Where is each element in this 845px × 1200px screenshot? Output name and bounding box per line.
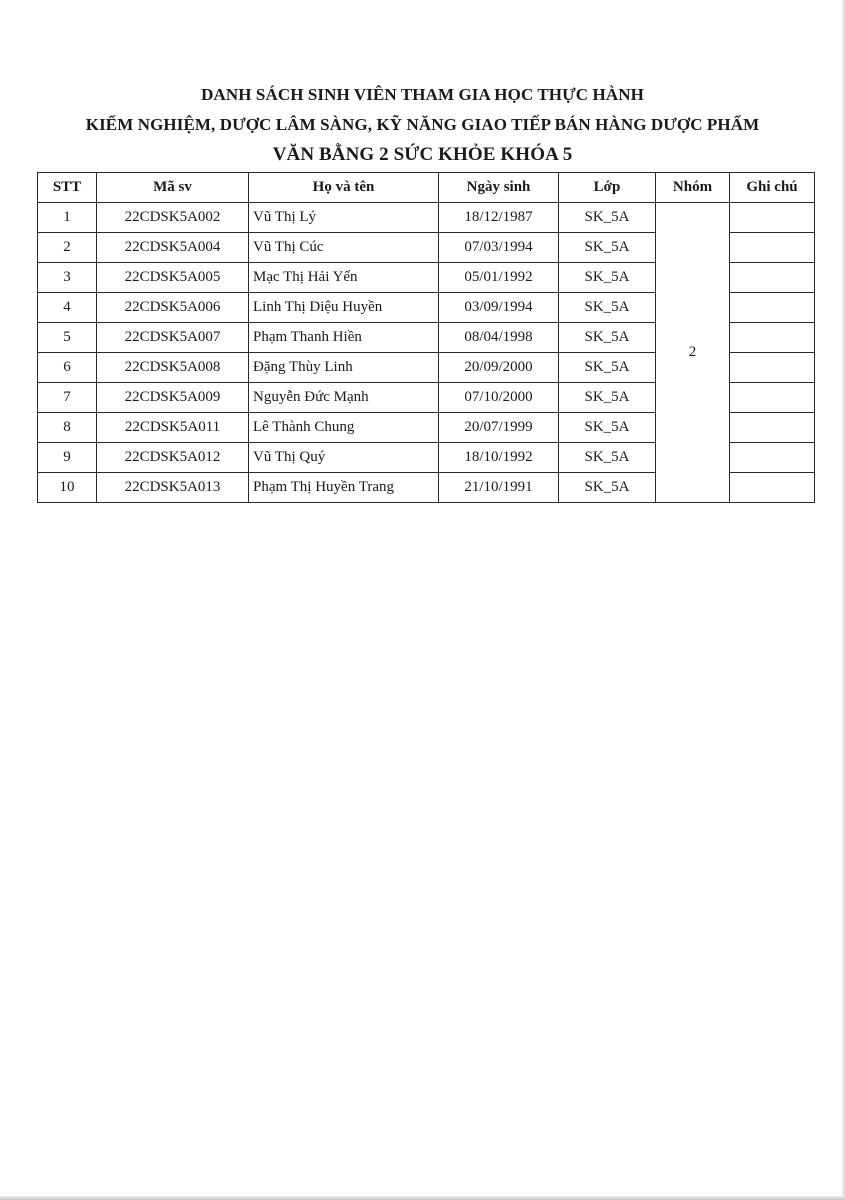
cell-student-id: 22CDSK5A005 bbox=[97, 263, 249, 293]
cell-note bbox=[730, 443, 815, 473]
cell-note bbox=[730, 263, 815, 293]
cell-note bbox=[730, 473, 815, 503]
cell-note bbox=[730, 203, 815, 233]
cell-stt: 8 bbox=[38, 413, 97, 443]
header-full-name: Họ và tên bbox=[249, 173, 439, 203]
cell-birth-date: 08/04/1998 bbox=[439, 323, 559, 353]
cell-class: SK_5A bbox=[559, 383, 656, 413]
cell-note bbox=[730, 293, 815, 323]
cell-class: SK_5A bbox=[559, 263, 656, 293]
cell-birth-date: 07/03/1994 bbox=[439, 233, 559, 263]
cell-birth-date: 18/12/1987 bbox=[439, 203, 559, 233]
cell-stt: 5 bbox=[38, 323, 97, 353]
cell-note bbox=[730, 413, 815, 443]
header-note: Ghi chú bbox=[730, 173, 815, 203]
page-bottom-shadow bbox=[0, 1196, 845, 1200]
cell-stt: 10 bbox=[38, 473, 97, 503]
cell-full-name: Nguyễn Đức Mạnh bbox=[249, 383, 439, 413]
cell-student-id: 22CDSK5A007 bbox=[97, 323, 249, 353]
table-row bbox=[38, 203, 815, 233]
cell-student-id: 22CDSK5A009 bbox=[97, 383, 249, 413]
cell-student-id: 22CDSK5A013 bbox=[97, 473, 249, 503]
cell-stt: 6 bbox=[38, 353, 97, 383]
cell-birth-date: 20/09/2000 bbox=[439, 353, 559, 383]
cell-student-id: 22CDSK5A004 bbox=[97, 233, 249, 263]
cell-stt: 7 bbox=[38, 383, 97, 413]
cell-birth-date: 07/10/2000 bbox=[439, 383, 559, 413]
cell-full-name: Vũ Thị Cúc bbox=[249, 233, 439, 263]
cell-class: SK_5A bbox=[559, 293, 656, 323]
cell-full-name: Linh Thị Diệu Huyền bbox=[249, 293, 439, 323]
cell-full-name: Vũ Thị Quý bbox=[249, 443, 439, 473]
cell-class: SK_5A bbox=[559, 323, 656, 353]
header-group: Nhóm bbox=[656, 173, 730, 203]
cell-note bbox=[730, 383, 815, 413]
cell-full-name: Phạm Thị Huyền Trang bbox=[249, 473, 439, 503]
cell-stt: 1 bbox=[38, 203, 97, 233]
cell-class: SK_5A bbox=[559, 203, 656, 233]
cell-full-name: Lê Thành Chung bbox=[249, 413, 439, 443]
cell-birth-date: 05/01/1992 bbox=[439, 263, 559, 293]
student-table bbox=[37, 172, 815, 503]
header-birth-date: Ngày sinh bbox=[439, 173, 559, 203]
cell-stt: 2 bbox=[38, 233, 97, 263]
cell-student-id: 22CDSK5A012 bbox=[97, 443, 249, 473]
cell-student-id: 22CDSK5A006 bbox=[97, 293, 249, 323]
cell-birth-date: 03/09/1994 bbox=[439, 293, 559, 323]
cell-class: SK_5A bbox=[559, 473, 656, 503]
cell-birth-date: 20/07/1999 bbox=[439, 413, 559, 443]
cell-class: SK_5A bbox=[559, 413, 656, 443]
table-header-row bbox=[38, 173, 815, 203]
cell-student-id: 22CDSK5A008 bbox=[97, 353, 249, 383]
cell-stt: 3 bbox=[38, 263, 97, 293]
cell-student-id: 22CDSK5A002 bbox=[97, 203, 249, 233]
cell-full-name: Phạm Thanh Hiền bbox=[249, 323, 439, 353]
cell-birth-date: 18/10/1992 bbox=[439, 443, 559, 473]
cell-full-name: Đặng Thùy Linh bbox=[249, 353, 439, 383]
cell-student-id: 22CDSK5A011 bbox=[97, 413, 249, 443]
cell-stt: 9 bbox=[38, 443, 97, 473]
cell-class: SK_5A bbox=[559, 443, 656, 473]
cell-note bbox=[730, 323, 815, 353]
cell-birth-date: 21/10/1991 bbox=[439, 473, 559, 503]
cell-note bbox=[730, 353, 815, 383]
cell-class: SK_5A bbox=[559, 353, 656, 383]
cell-full-name: Vũ Thị Lý bbox=[249, 203, 439, 233]
title-line-2: KIỂM NGHIỆM, DƯỢC LÂM SÀNG, KỸ NĂNG GIAO TIẾP BÁN HÀNG DƯỢC PHẨM bbox=[85, 115, 760, 134]
header-student-id: Mã sv bbox=[97, 173, 249, 203]
cell-note bbox=[730, 233, 815, 263]
cell-class: SK_5A bbox=[559, 233, 656, 263]
header-class: Lớp bbox=[559, 173, 656, 203]
cell-stt: 4 bbox=[38, 293, 97, 323]
header-stt: STT bbox=[38, 173, 97, 203]
cell-full-name: Mạc Thị Hải Yến bbox=[249, 263, 439, 293]
title-line-1: DANH SÁCH SINH VIÊN THAM GIA HỌC THỰC HÀNH bbox=[201, 85, 644, 104]
cell-group: 2 bbox=[656, 203, 730, 503]
title-line-3: VĂN BẰNG 2 SỨC KHỎE KHÓA 5 bbox=[272, 144, 573, 165]
document-title bbox=[0, 80, 845, 170]
